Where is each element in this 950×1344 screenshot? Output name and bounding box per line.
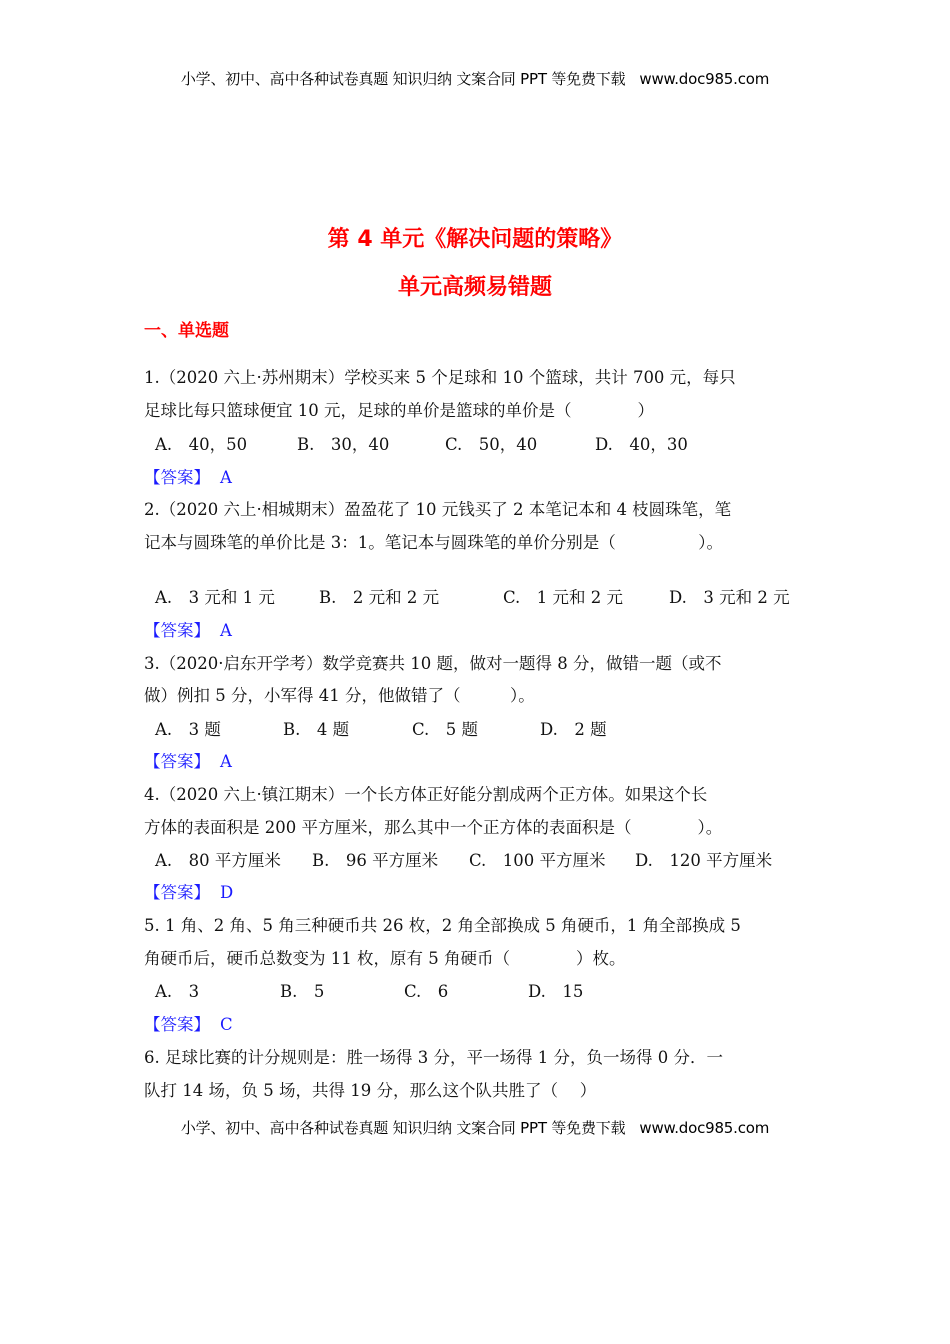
option-c: C. 100 平方厘米 <box>469 851 606 870</box>
answer-label: 【答案】 <box>144 1015 210 1034</box>
question-4-options <box>155 847 772 871</box>
question-2-answer <box>144 617 232 641</box>
option-a: A. 3 元和 1 元 <box>155 588 275 607</box>
banner-text: 小学、初中、高中各种试卷真题 知识归纳 文案合同 PPT 等免费下载 <box>180 1119 626 1137</box>
question-5-line-2: 角硬币后，硬币总数变为 11 枚，原有 5 角硬币（ ）枚。 <box>144 949 626 968</box>
option-b: B. 4 题 <box>283 720 350 739</box>
question-6-line-1: 6. 足球比赛的计分规则是：胜一场得 3 分，平一场得 1 分，负一场得 0 分．一 <box>144 1048 723 1067</box>
option-a: A. 3 题 <box>155 720 221 739</box>
option-c: C. 6 <box>404 982 449 1001</box>
option-c: C. 5 题 <box>412 720 479 739</box>
option-c: C. 1 元和 2 元 <box>503 588 624 607</box>
question-1-line-1: 1.（2020 六上·苏州期末）学校买来 5 个足球和 10 个篮球，共计 700 元，每只 <box>144 368 736 387</box>
answer-value: D <box>220 883 234 902</box>
question-3-line-2: 做）例扣 5 分，小军得 41 分，他做错了（ ）。 <box>144 686 535 705</box>
option-b: B. 2 元和 2 元 <box>319 588 440 607</box>
option-b: B. 30，40 <box>297 435 390 454</box>
banner-url[interactable]: www.doc985.com <box>639 1119 770 1137</box>
question-4-answer <box>144 879 233 903</box>
question-1-answer <box>144 464 232 488</box>
option-d: D. 2 题 <box>540 720 607 739</box>
question-5-line-1: 5. 1 角、2 角、5 角三种硬币共 26 枚，2 角全部换成 5 角硬币，1 角全部换成 5 <box>144 916 741 935</box>
question-3-line-1: 3.（2020·启东开学考）数学竞赛共 10 题，做对一题得 8 分，做错一题（或不 <box>144 654 722 673</box>
option-d: D. 120 平方厘米 <box>635 851 773 870</box>
question-2-line-2: 记本与圆珠笔的单价比是 3：1。笔记本与圆珠笔的单价分别是（ ）。 <box>144 533 723 552</box>
answer-label: 【答案】 <box>144 752 210 771</box>
banner-url[interactable]: www.doc985.com <box>639 70 770 88</box>
answer-label: 【答案】 <box>144 468 210 487</box>
answer-label: 【答案】 <box>144 621 210 640</box>
option-c: C. 50，40 <box>445 435 538 454</box>
banner-text: 小学、初中、高中各种试卷真题 知识归纳 文案合同 PPT 等免费下载 <box>180 70 626 88</box>
answer-label: 【答案】 <box>144 883 210 902</box>
document-subtitle: 单元高频易错题 <box>397 275 552 300</box>
header-banner <box>0 68 950 89</box>
option-d: D. 40，30 <box>595 435 688 454</box>
option-d: D. 3 元和 2 元 <box>669 588 790 607</box>
answer-value: C <box>220 1015 233 1034</box>
question-2-options <box>155 584 790 608</box>
option-a: A. 40，50 <box>155 435 248 454</box>
question-1-line-2: 足球比每只篮球便宜 10 元，足球的单价是篮球的单价是（ ） <box>144 401 654 420</box>
document-title: 第 4 单元《解决问题的策略》 <box>327 227 623 252</box>
question-1-options <box>155 431 688 455</box>
answer-value: A <box>220 621 232 640</box>
footer-banner <box>0 1117 950 1138</box>
answer-value: A <box>220 752 232 771</box>
question-2-line-1: 2.（2020 六上·相城期末）盈盈花了 10 元钱买了 2 本笔记本和 4 枝圆珠笔，笔 <box>144 500 732 519</box>
question-3-options <box>155 716 607 740</box>
question-6-line-2: 队打 14 场，负 5 场，共得 19 分，那么这个队共胜了（ ） <box>144 1081 597 1100</box>
question-4-line-2: 方体的表面积是 200 平方厘米，那么其中一个正方体的表面积是（ ）。 <box>144 818 723 837</box>
option-a: A. 3 <box>155 982 200 1001</box>
question-4-line-1: 4.（2020 六上·镇江期末）一个长方体正好能分割成两个正方体。如果这个长 <box>144 785 708 804</box>
answer-value: A <box>220 468 232 487</box>
question-5-answer <box>144 1011 233 1035</box>
question-3-answer <box>144 748 232 772</box>
option-b: B. 5 <box>280 982 325 1001</box>
question-5-options <box>155 978 583 1002</box>
section-heading-single-choice: 一、单选题 <box>144 321 229 341</box>
option-d: D. 15 <box>528 982 584 1001</box>
option-b: B. 96 平方厘米 <box>312 851 439 870</box>
option-a: A. 80 平方厘米 <box>155 851 281 870</box>
